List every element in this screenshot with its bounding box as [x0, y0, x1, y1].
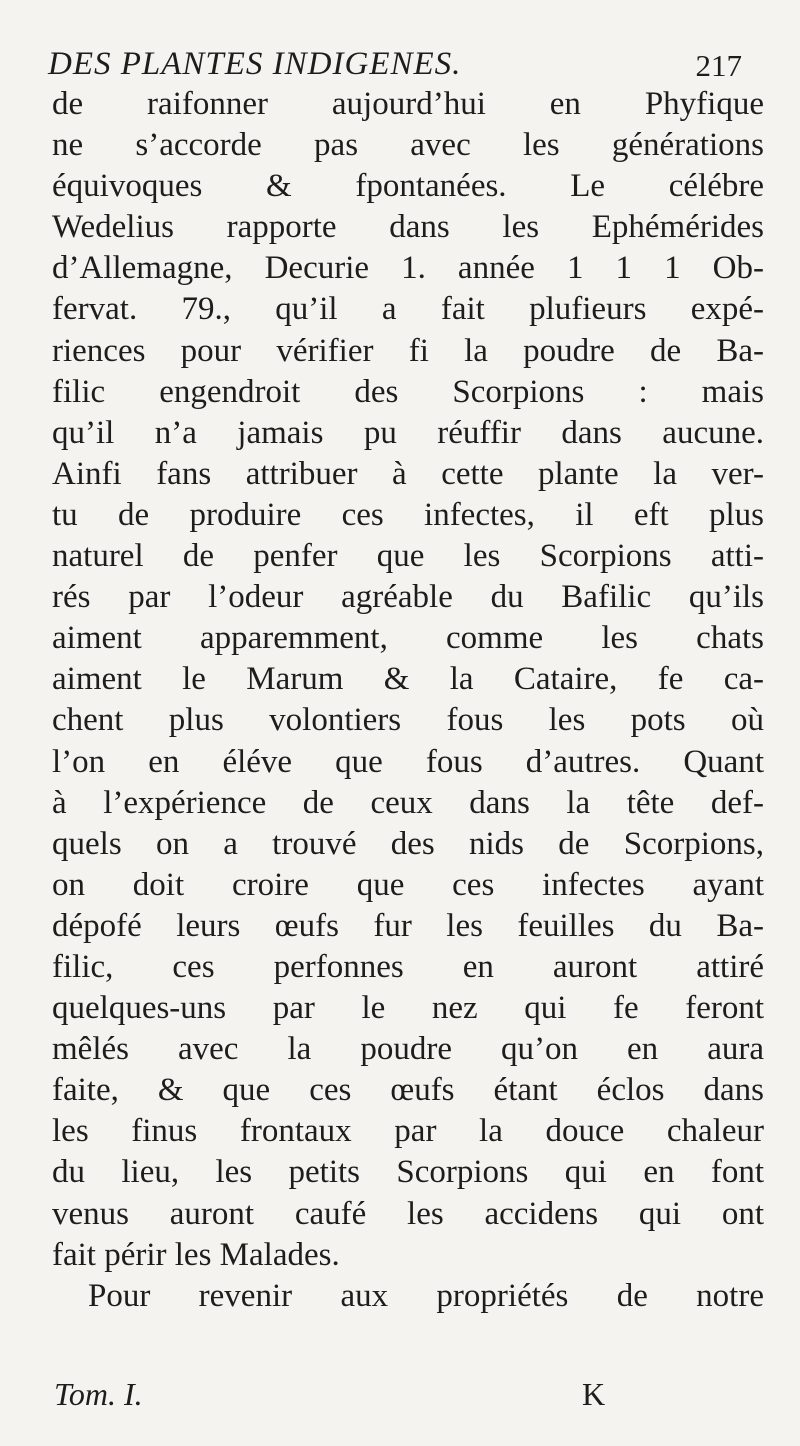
- text-line: aiment le Marum & la Cataire, fe ca-: [52, 661, 764, 698]
- text-line: on doit croire que ces infectes ayant: [52, 866, 764, 903]
- text-line: fait périr les Malades.: [52, 1236, 340, 1273]
- text-line: chent plus volontiers fous les pots où: [52, 702, 764, 739]
- body-text: [52, 84, 764, 1317]
- text-line: Wedelius rapporte dans les Ephémérides: [52, 209, 764, 246]
- text-line: de raifonner aujourd’hui en Phyfique: [52, 86, 764, 122]
- text-line: dépofé leurs œufs fur les feuilles du Ba-: [52, 907, 764, 944]
- text-line: qu’il n’a jamais pu réuffir dans aucune.: [52, 414, 764, 451]
- text-line: quelques-uns par le nez qui fe feront: [52, 990, 764, 1027]
- page-footer: [52, 1376, 764, 1416]
- page-number: 217: [695, 48, 742, 83]
- text-line: venus auront caufé les accidens qui ont: [52, 1195, 764, 1232]
- text-line: fervat. 79., qu’il a fait plufieurs expé-: [52, 291, 764, 328]
- text-line: à l’expérience de ceux dans la tête def-: [52, 784, 764, 821]
- text-line: équivoques & fpontanées. Le célébre: [52, 168, 764, 205]
- text-line: du lieu, les petits Scorpions qui en font: [52, 1154, 764, 1191]
- text-line: Pour revenir aux propriétés de notre: [88, 1277, 764, 1314]
- text-line: naturel de penfer que les Scorpions atti-: [52, 538, 764, 575]
- text-line: filic engendroit des Scorpions : mais: [52, 373, 764, 410]
- text-line: Ainfi fans attribuer à cette plante la ver-: [52, 455, 764, 492]
- text-line: filic, ces perfonnes en auront attiré: [52, 948, 764, 985]
- text-line: aiment apparemment, comme les chats: [52, 620, 764, 657]
- running-title: DES PLANTES INDIGENES.: [48, 46, 462, 82]
- signature-mark: K: [582, 1376, 606, 1412]
- text-line: rés par l’odeur agréable du Bafilic qu’ils: [52, 579, 764, 616]
- text-line: mêlés avec la poudre qu’on en aura: [52, 1031, 764, 1068]
- text-line: les finus frontaux par la douce chaleur: [52, 1113, 764, 1150]
- text-line: tu de produire ces infectes, il eft plus: [52, 496, 764, 533]
- text-line: riences pour vérifier fi la poudre de Ba-: [52, 332, 764, 369]
- text-line: d’Allemagne, Decurie 1. année 1 1 1 Ob-: [52, 250, 764, 287]
- text-line: l’on en éléve que fous d’autres. Quant: [52, 743, 764, 780]
- volume-mark: Tom. I.: [54, 1376, 143, 1412]
- text-line: ne s’accorde pas avec les générations: [52, 127, 764, 164]
- text-line: quels on a trouvé des nids de Scorpions,: [52, 825, 764, 862]
- text-line: faite, & que ces œufs étant éclos dans: [52, 1072, 764, 1109]
